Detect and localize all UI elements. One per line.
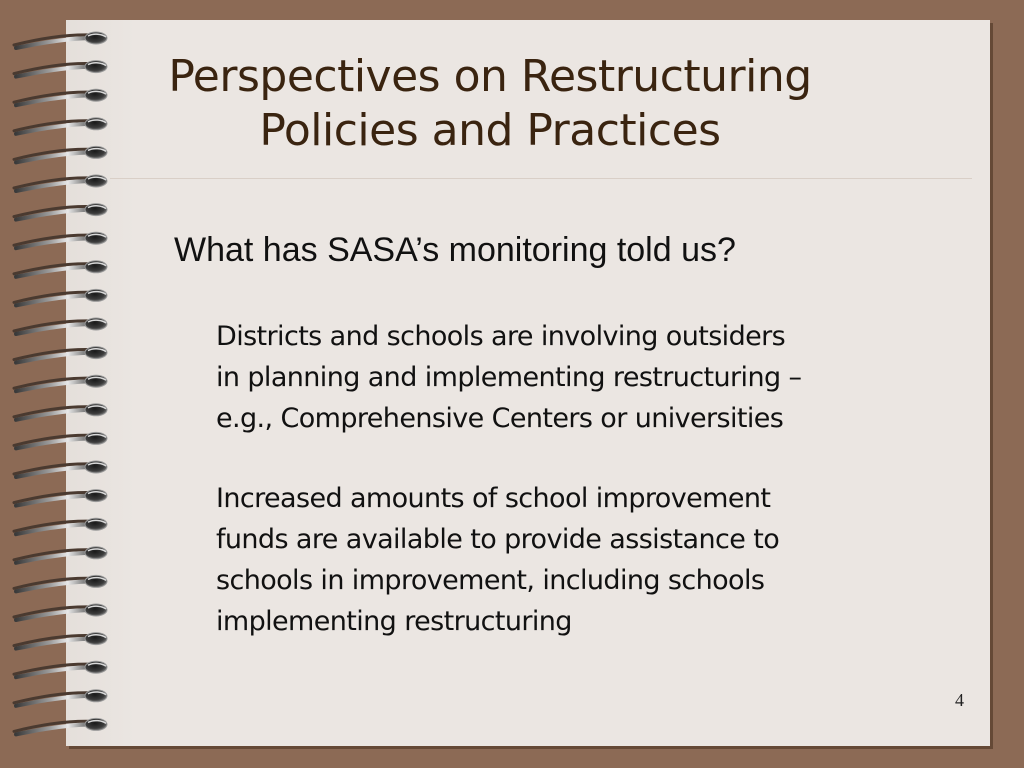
spiral-coil xyxy=(14,490,107,506)
title-divider xyxy=(110,178,972,179)
spiral-coil xyxy=(14,146,107,162)
spiral-coil xyxy=(14,204,107,220)
spiral-coil xyxy=(14,118,107,134)
spiral-coil xyxy=(14,289,107,305)
spiral-coil xyxy=(14,261,107,277)
spiral-coil xyxy=(14,404,107,420)
spiral-coil xyxy=(14,518,107,534)
spiral-coil xyxy=(14,347,107,363)
spiral-coil xyxy=(14,575,107,591)
bullet-item-2: Increased amounts of school improvement funds are available to provide assistance to schools in improvement, including schools implementing restructuring xyxy=(216,483,780,637)
spiral-binding-icon xyxy=(0,6,134,748)
spiral-coil xyxy=(14,318,107,334)
spiral-coil xyxy=(14,690,107,706)
spiral-coil xyxy=(14,461,107,477)
spiral-coil xyxy=(14,32,107,48)
spiral-coil xyxy=(14,432,107,448)
slide-title: Perspectives on Restructuring Policies and Practices xyxy=(168,51,812,156)
spiral-coil xyxy=(14,175,107,191)
spiral-coil xyxy=(14,61,107,77)
bullet-item-1: Districts and schools are involving outsiders in planning and implementing restructuring – e.g., Comprehensive Centers or universities xyxy=(216,321,802,434)
slide-question: What has SASA’s monitoring told us? xyxy=(174,231,736,269)
spiral-coil xyxy=(14,718,107,734)
page-number: 4 xyxy=(955,690,964,710)
spiral-coil xyxy=(14,89,107,105)
spiral-coil xyxy=(14,661,107,677)
spiral-coil xyxy=(14,604,107,620)
spiral-coil xyxy=(14,375,107,391)
spiral-coil xyxy=(14,547,107,563)
spiral-coil xyxy=(14,232,107,248)
spiral-coil xyxy=(14,633,107,649)
